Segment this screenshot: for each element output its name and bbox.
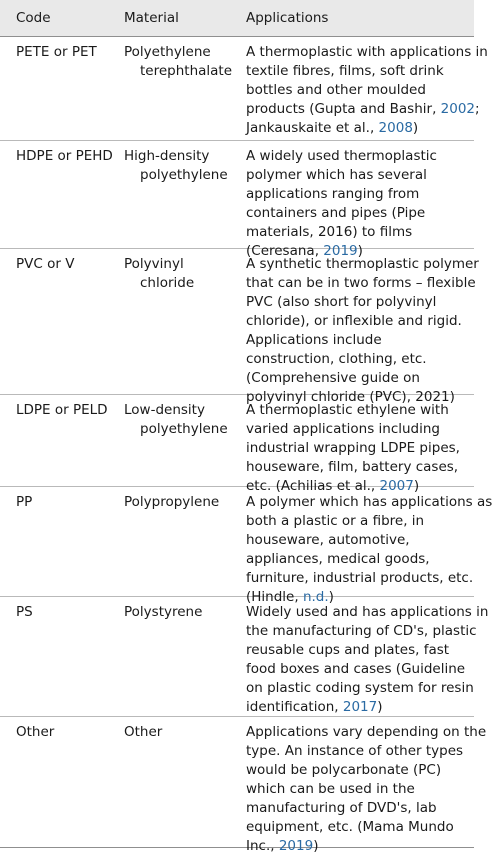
cell-code: PVC or V bbox=[16, 256, 75, 272]
citation-link[interactable]: 2017 bbox=[342, 699, 378, 715]
table-row bbox=[0, 248, 479, 405]
cell-code: Other bbox=[16, 724, 55, 740]
citation-link[interactable]: 2008 bbox=[378, 120, 413, 136]
cell-material: Polypropylene bbox=[124, 494, 220, 510]
cell-applications: Widely used and has applications in the manufacturing of CD's, plastic reusable cups and plates, fast food boxes and cases (Guideline on plastic coding system for resin identification, 2017) bbox=[246, 604, 489, 715]
citation-link[interactable]: 2002 bbox=[440, 101, 476, 117]
cell-material: Low-density polyethylene bbox=[124, 402, 228, 437]
table-row bbox=[0, 394, 474, 494]
cell-code: PP bbox=[16, 494, 33, 510]
cell-code: PS bbox=[16, 604, 33, 620]
table-row bbox=[0, 716, 487, 854]
table-header bbox=[0, 0, 474, 37]
cell-applications: A widely used thermoplastic polymer which has several applications ranging from containers and pipes (Pipe materials, 2016) to films (Ceresana, 2019) bbox=[246, 148, 437, 259]
citation-link[interactable]: 2019 bbox=[323, 243, 358, 259]
header-material: Material bbox=[124, 10, 179, 26]
table-row bbox=[0, 486, 492, 605]
cell-code: LDPE or PELD bbox=[16, 402, 108, 418]
cell-material: Polyvinyl chloride bbox=[124, 256, 195, 291]
citation-link[interactable]: 2007 bbox=[379, 478, 414, 494]
table-row bbox=[0, 596, 489, 717]
cell-code: PETE or PET bbox=[16, 44, 97, 60]
cell-applications: A polymer which has applications as both a plastic or a fibre, in houseware, automotive, appliances, medical goods, furniture, industrial products, etc. (Hindle, n.d.) bbox=[246, 494, 492, 605]
citation-link[interactable]: n.d. bbox=[302, 589, 329, 605]
citation-link[interactable]: 2019 bbox=[278, 838, 314, 854]
cell-applications: A thermoplastic with applications in textile fibres, films, soft drink bottles and other moulded products (Gupta and Bashir, 2002; Jankauskaite et al., 2008) bbox=[246, 44, 488, 136]
cell-material: High-density polyethylene bbox=[124, 148, 228, 183]
table-row bbox=[0, 36, 488, 141]
cell-material: Polyethylene terephthalate bbox=[124, 44, 233, 79]
header-applications: Applications bbox=[246, 10, 329, 26]
cell-applications: A thermoplastic ethylene with varied applications including industrial wrapping LDPE pipes, houseware, film, battery cases, etc. (Achilias et al., 2007) bbox=[246, 402, 460, 494]
cell-material: Polystyrene bbox=[124, 604, 203, 620]
table-row bbox=[0, 140, 474, 259]
cell-code: HDPE or PEHD bbox=[16, 148, 113, 164]
cell-applications: Applications vary depending on the type. An instance of other types would be polycarbonate (PC) which can be used in the manufacturing of DVD's, lab equipment, etc. (Mama Mundo Inc., 2019) bbox=[246, 724, 487, 854]
cell-material: Other bbox=[124, 724, 163, 740]
header-code: Code bbox=[16, 10, 51, 26]
cell-applications: A synthetic thermoplastic polymer that can be in two forms – flexible PVC (also short for polyvinyl chloride), or inflexible and rigid. Applications include construction, clothing, etc. (Comprehensive guide on polyvinyl chloride (PVC), 2021) bbox=[246, 256, 479, 405]
